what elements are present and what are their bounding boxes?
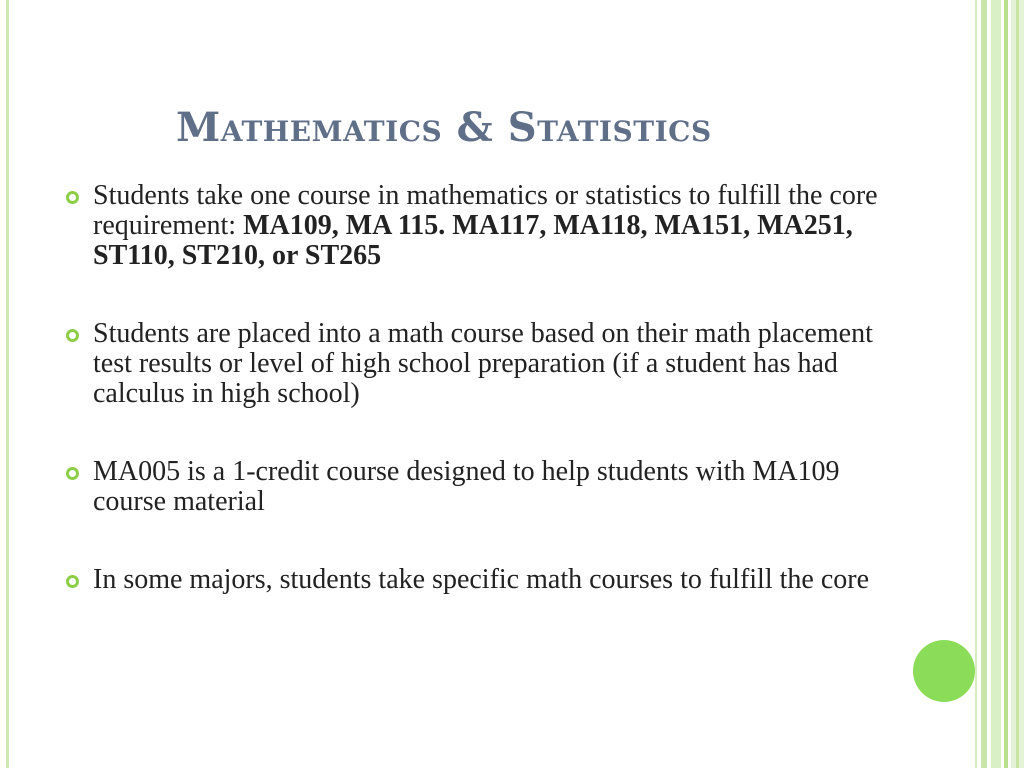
bullet-text: Students take one course in mathematics or statistics to fulfill the core requirement: bbox=[93, 180, 878, 241]
bullet-circle-icon bbox=[66, 575, 79, 588]
right-decor-stripe bbox=[1016, 0, 1019, 768]
bullet-circle-icon bbox=[66, 191, 79, 204]
bullet-text: In some majors, students take specific math courses to fulfill the core bbox=[93, 564, 870, 595]
bullet-item-core-requirement bbox=[66, 181, 881, 271]
slide-title: Mathematics & Statistics bbox=[176, 104, 712, 151]
right-decor-stripe bbox=[1004, 0, 1008, 768]
bullet-circle-icon bbox=[66, 467, 79, 480]
bullet-list bbox=[66, 181, 881, 595]
right-decor-stripe bbox=[975, 0, 977, 768]
bullet-item-placement bbox=[66, 319, 881, 409]
bullet-circle-icon bbox=[66, 329, 79, 342]
bullet-text: MA005 is a 1-credit course designed to help students with MA109 course material bbox=[93, 456, 840, 517]
left-border-stripe bbox=[6, 0, 9, 768]
bullet-item-majors bbox=[66, 565, 881, 595]
right-decor-stripe bbox=[981, 0, 987, 768]
right-decor-stripe bbox=[991, 0, 1001, 768]
bullet-item-ma005 bbox=[66, 457, 881, 517]
decorative-green-circle bbox=[913, 640, 975, 702]
bullet-text: Students are placed into a math course based on their math placement test results or level of high school preparation (if a student has had calculus in high school) bbox=[93, 318, 873, 409]
course-list: MA109, MA 115. MA117, MA118, MA151, MA251, ST110, ST210, or ST265 bbox=[93, 210, 853, 271]
